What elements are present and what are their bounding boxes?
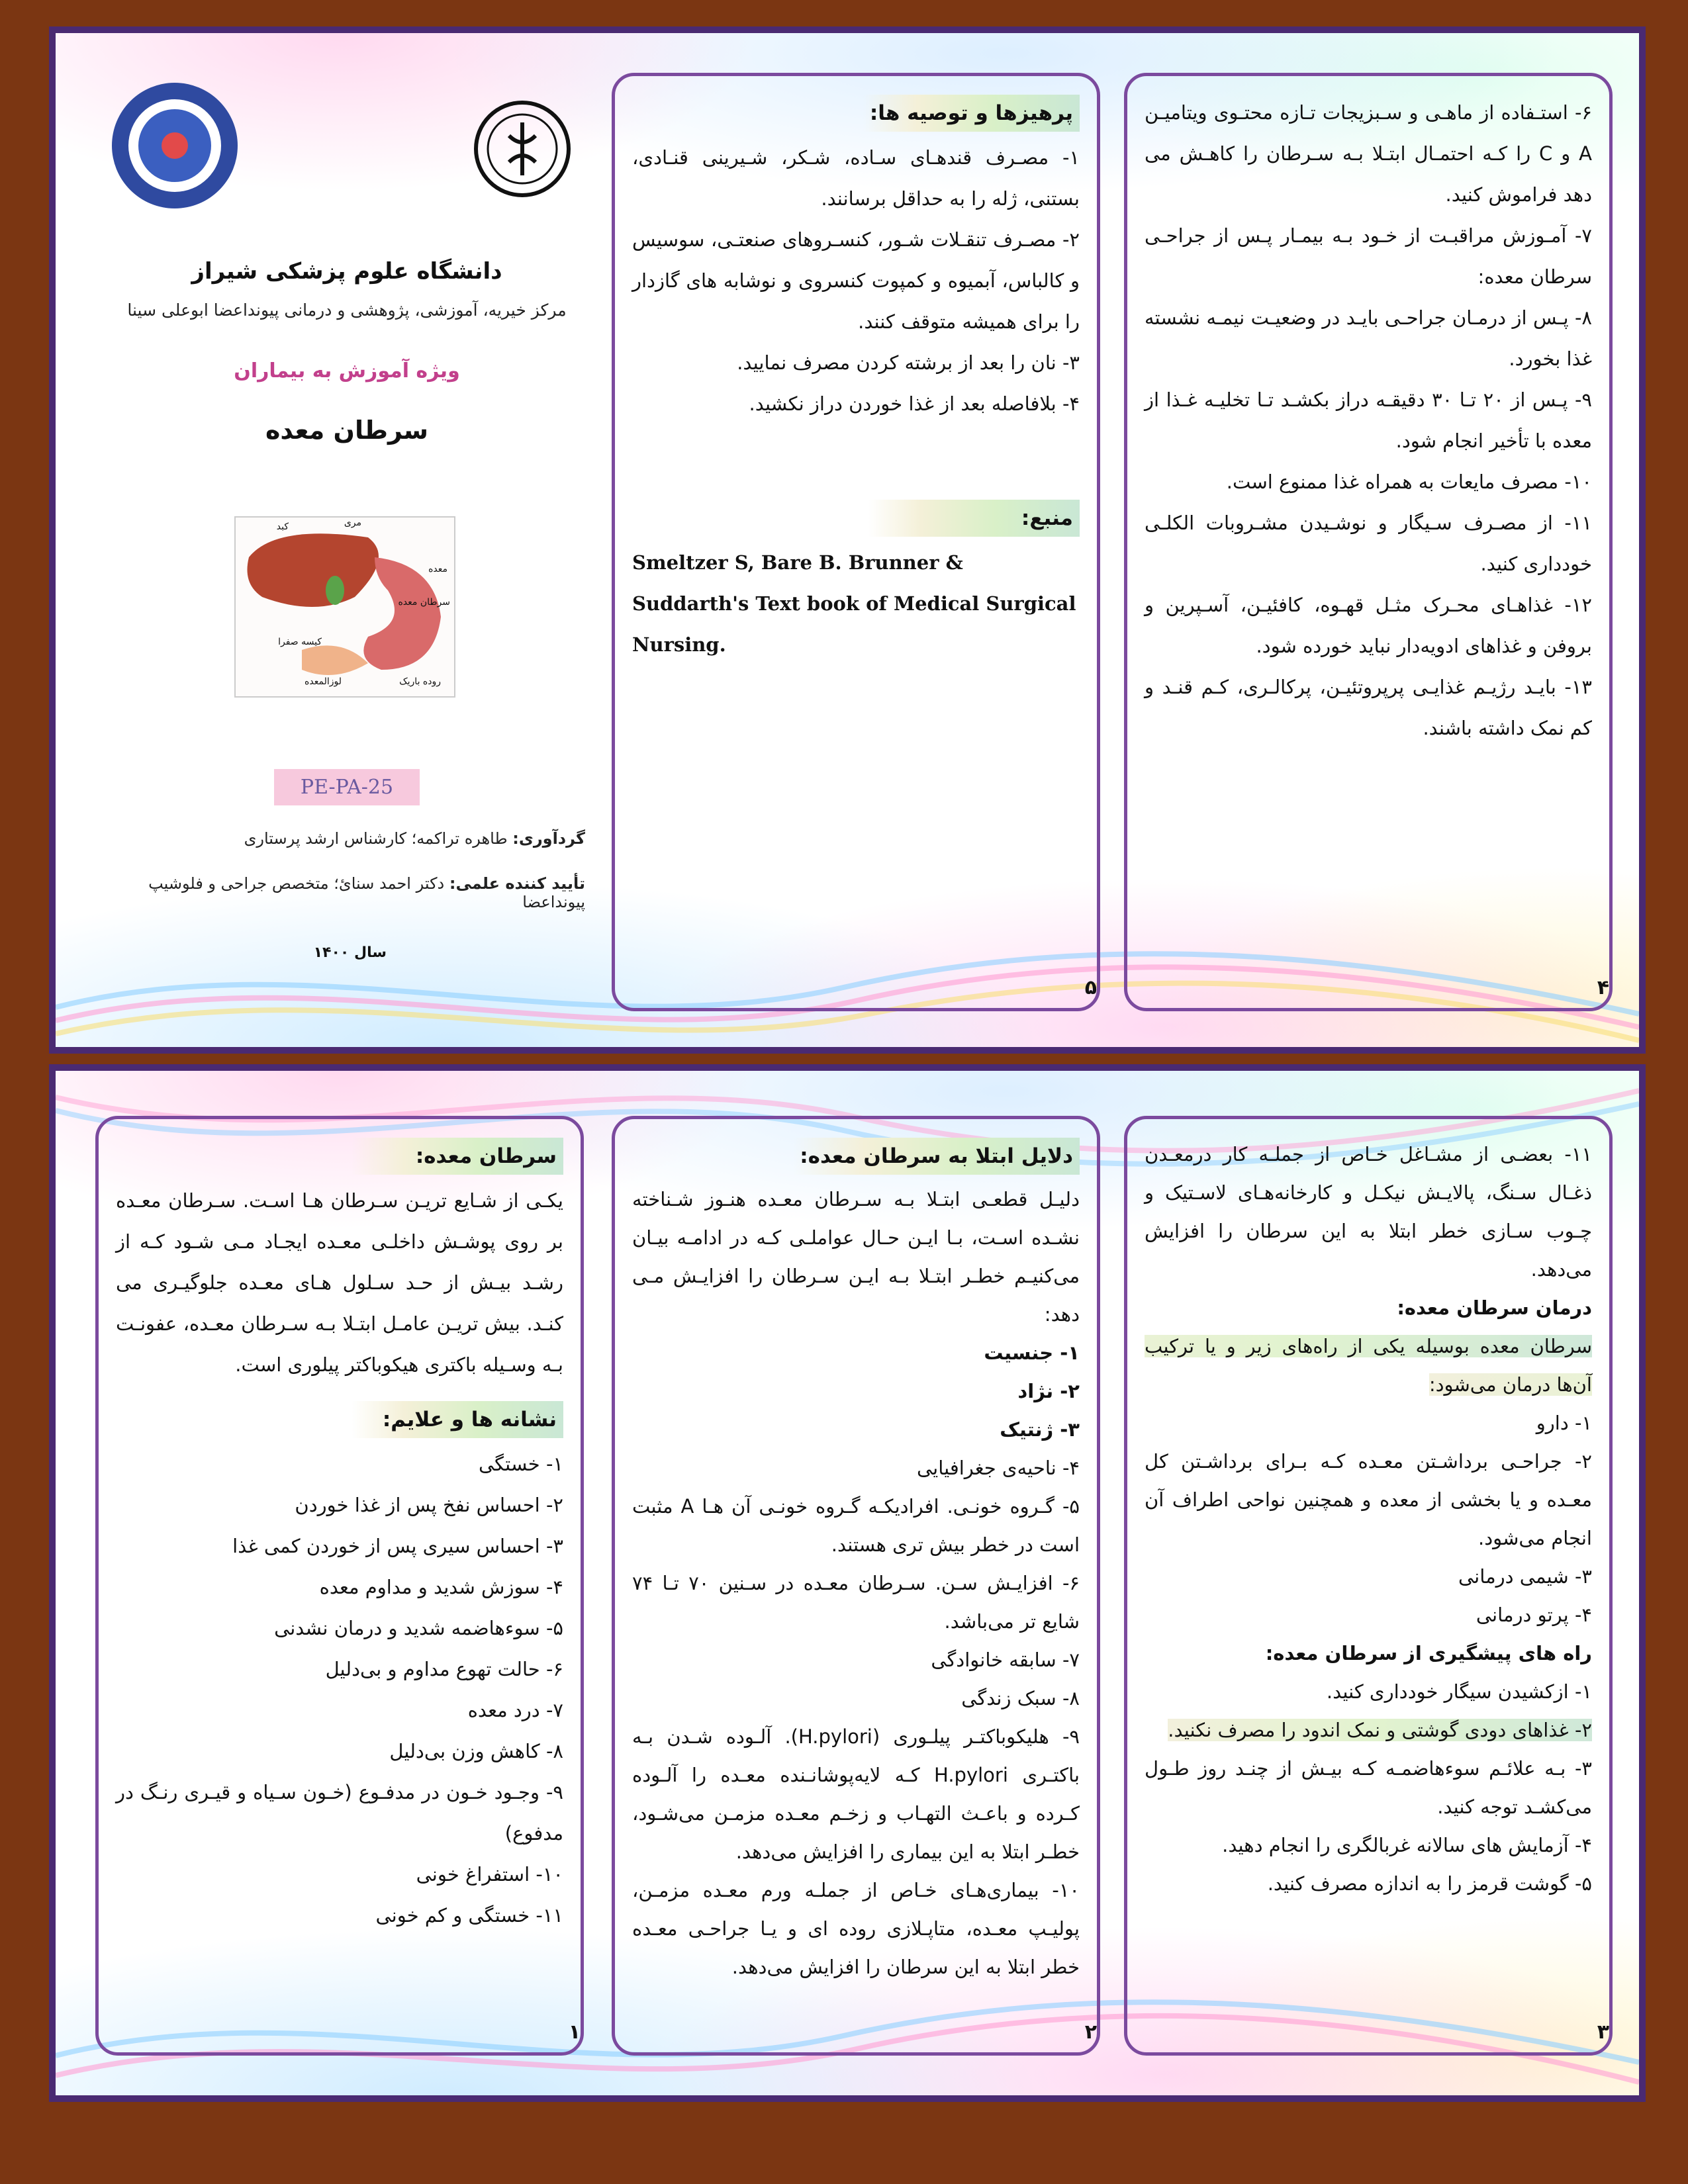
cause-item: ۹- هلیکوباکتـر پیلـوری (H.pylori). آلـوده شـدن بـه باکتـری H.pylori کـه لایه‌پوشانـنده معـده را آلـوده کـرده و باعـث التهـاب و زخـم معـده مزمـن می‌شـود، خطـر ابتلا به این بیماری را افزایش می‌دهد. bbox=[632, 1725, 1080, 1863]
prevention-item: ۱- ازکشیدن سیگار خودداری کنید. bbox=[1326, 1680, 1592, 1703]
treatment-item: ۲- جراحـی برداشـتن معـده کـه بـرای برداشـتن کل معـده و یا بخشی از معده و همچنین نواحی اطراف آن انجام می‌شود. bbox=[1145, 1450, 1592, 1549]
page-number: ۲ bbox=[1084, 2021, 1097, 2044]
stomach-illustration bbox=[234, 516, 455, 698]
brochure-inner-side bbox=[49, 1064, 1646, 2102]
shiraz-university-logo bbox=[473, 99, 572, 199]
brochure-title: سرطان معده bbox=[265, 416, 429, 445]
guideline-item: ۶- استـفاده از ماهـی و سـبزیجات تـازه محتـوی ویتامیـن A و C را کـه احتمـال ابتـلا بـه سـرطان را کاهـش می دهد فراموش کنید. bbox=[1145, 101, 1592, 206]
causes-intro: دلیـل قطعـی ابتـلا بـه سـرطان معـده هنـوز شـناخته نشـده اسـت، بـا ایـن حـال عواملـی کـه در ادامـه بیـان می‌کنیـم خطـر ابتـلا بـه ایـن سـرطان را افزایـش مـی دهد: bbox=[632, 1188, 1080, 1326]
symptom-item: ۶- حالت تهوع مداوم و بی‌دلیل bbox=[325, 1658, 563, 1680]
symptom-item: ۸- کاهش وزن بی‌دلیل bbox=[389, 1740, 563, 1762]
center-name: مرکز خیریه، آموزشی، پژوهشی و درمانی پیونداعضا ابوعلی سینا bbox=[127, 300, 567, 320]
panel-page-3 bbox=[1124, 1116, 1613, 2056]
guideline-item: ۱۳- بایـد رژیـم غذایـی پرپروتئیـن، پرکالـری، کـم قنـد و کم نمک داشته باشند. bbox=[1145, 676, 1592, 739]
patient-education-label: ویژه آموزش به بیماران bbox=[234, 359, 460, 383]
causes-heading: دلایل ابتلا به سرطان معده: bbox=[793, 1138, 1080, 1175]
symptom-item: ۲- احساس نفخ پس از غذا خوردن bbox=[295, 1494, 563, 1516]
stomach-cancer-heading: سرطان معده: bbox=[352, 1138, 563, 1175]
prevention-item: ۵- گوشت قرمز را به اندازه مصرف کنید. bbox=[1267, 1872, 1592, 1895]
treatment-item: ۳- شیمی درمانی bbox=[1458, 1565, 1592, 1588]
label-stomach-cancer: سرطان معده bbox=[398, 597, 450, 608]
symptom-item: ۹- وجـود خـون در مدفـوع (خـون سـیاه و قیـری رنـگ در مدفوع) bbox=[116, 1781, 563, 1844]
cause-item: ۱- جنسیت bbox=[984, 1342, 1080, 1364]
cause-item: ۵- گـروه خونـی. افرادیکـه گـروه خونـی آن هـا A مثبت است در خطر بیش تری هستند. bbox=[632, 1495, 1080, 1556]
prevention-item-text: ۲- غذاهای دودی گوشتی و نمک اندود را مصرف نکنید. bbox=[1168, 1719, 1592, 1741]
organ-transplant-center-logo bbox=[109, 79, 241, 212]
treatment-heading: درمان سرطان معده: bbox=[1397, 1297, 1592, 1319]
recommendation-item: ۲- مصـرف تنقـلات شـور، کنسـروهای صنعتـی، سوسیس و کالباس، آبمیوه و کمپوت کنسروی و نوشابه های گازدار را برای همیشه متوقف کنند. bbox=[632, 228, 1080, 333]
guideline-item: ۱۰- مصرف مایعات به همراه غذا ممنوع است. bbox=[1226, 471, 1592, 493]
document-code: PE-PA-25 bbox=[274, 769, 420, 805]
recommendation-item: ۳- نان را بعد از برشته کردن مصرف نمایید. bbox=[737, 351, 1080, 374]
guideline-item: ۷- آمـوزش مراقبـت از خـود بـه بیمـار پـس از جراحـی سرطان معده: bbox=[1145, 224, 1592, 288]
label-stomach: معده bbox=[428, 564, 447, 574]
treatment-item: ۱- دارو bbox=[1536, 1412, 1592, 1434]
label-esophagus: مری bbox=[344, 518, 361, 528]
cause-item: ۶- افزایـش سـن. سـرطان معـده در سـنین ۷۰ تـا ۷۴ شایع تر می‌باشد. bbox=[632, 1572, 1080, 1633]
approved-by-value: دکتر احمد سنائ؛ متخصص جراحی و فلوشیپ پیونداعضا bbox=[148, 874, 585, 911]
approved-by-label: تأیید کننده علمی: bbox=[449, 874, 585, 893]
page-number: ۴ bbox=[1597, 976, 1609, 999]
cause-item: ۳- ژنتیک bbox=[1000, 1418, 1080, 1441]
cause-item: ۸- سبک زندگی bbox=[961, 1687, 1080, 1709]
treatment-item: ۴- پرتو درمانی bbox=[1476, 1604, 1592, 1626]
panel-page-1 bbox=[95, 1116, 584, 2056]
symptom-item: ۵- سوءهاضمه شدید و درمان نشدنی bbox=[274, 1617, 563, 1639]
symptoms-heading: نشانه ها و علایم: bbox=[352, 1401, 563, 1438]
page-number: ۵ bbox=[1084, 976, 1097, 999]
compiled-by-value: طاهره تراکمه؛ کارشناس ارشد پرستاری bbox=[244, 829, 508, 848]
page-number: ۱ bbox=[568, 2021, 581, 2044]
symptom-item: ۱- خستگی bbox=[479, 1453, 563, 1475]
symptom-item: ۳- احساس سیری پس از خوردن کمی غذا bbox=[232, 1535, 563, 1557]
university-name: دانشگاه علوم پزشکی شیراز bbox=[191, 258, 502, 285]
compiled-by-label: گردآوری: bbox=[512, 829, 585, 848]
source-citation: Smeltzer S, Bare B. Brunner & Suddarth's Text book of Medical Surgical Nursing. bbox=[632, 551, 1076, 656]
symptom-item: ۱۱- خستگی و کم خونی bbox=[375, 1904, 563, 1927]
prevention-item: ۳- بـه علائـم سوءهاضمـه کـه بیـش از چنـد روز طـول می‌کشـد توجه کنید. bbox=[1145, 1757, 1592, 1818]
recommendations-heading: پرهیزها و توصیه ها: bbox=[863, 95, 1080, 132]
occupation-risk-item: ۱۱- بعضـی از مشـاغل خـاص از جملـه کار درمعـدن ذغـال سـنگ، پالایـش نیکـل و کارخانه‌هـای لاسـتیک و چـوب سـازی خطر ابتلا به این سرطان را افزایش می‌دهد. bbox=[1145, 1143, 1592, 1281]
treatment-intro bbox=[1145, 1327, 1592, 1404]
prevention-item: ۴- آزمایش های سالانه غربالگری را انجام دهید. bbox=[1222, 1834, 1592, 1856]
guideline-item: ۹- پـس از ۲۰ تـا ۳۰ دقیقـه دراز بکشـد تـا تخلیـه غـذا از معده با تأخیر انجام شود. bbox=[1145, 388, 1592, 452]
label-pancreas: لوزالمعده bbox=[305, 676, 342, 687]
stomach-cancer-intro: یکـی از شـایع تریـن سـرطان هـا اسـت. سـرطان معـده بر روی پوشـش داخلـی معـده ایجـاد مـی شـود کـه از رشـد بیـش از حـد سـلول هـای معـده جلوگیـری می کنـد. بیش تریـن عامـل ابتـلا بـه سـرطان معـده، عفونـت بـه وسـیله باکتری هیکوباکتر پیلوری است. bbox=[116, 1189, 563, 1376]
source-heading: منبع: bbox=[868, 500, 1080, 537]
label-liver: کبد bbox=[276, 522, 289, 532]
symptom-item: ۷- درد معده bbox=[467, 1699, 563, 1721]
symptom-item: ۱۰- استفراغ خونی bbox=[416, 1863, 563, 1886]
guideline-item: ۱۱- از مصـرف سـیگار و نوشـیدن مشـروبات الکلـی خودداری کنید. bbox=[1145, 512, 1592, 575]
cause-item: ۲- نژاد bbox=[1017, 1380, 1080, 1402]
recommendation-item: ۱- مصـرف قندهـای سـاده، شـکر، شـیرینی قنـادی، بستنی، ژله را به حداقل برسانند. bbox=[632, 146, 1080, 210]
cause-item: ۴- ناحیه‌ی جغرافیایی bbox=[917, 1457, 1080, 1479]
approved-by bbox=[82, 874, 612, 911]
cause-item: ۱۰- بیماری‌هـای خـاص از جملـه ورم معـده مزمـن، پولیـپ معـده، متاپـلازی روده ای و یـا جراحـی معـده خطر ابتلا به این سرطان را افزایش می‌دهد. bbox=[632, 1879, 1080, 1978]
guideline-item: ۸- پـس از درمـان جراحـی بایـد در وضعیـت نیمـه نشسته غذا بخورد. bbox=[1145, 306, 1592, 370]
label-small-intestine: روده باریک bbox=[399, 676, 441, 687]
panel-page-2 bbox=[612, 1116, 1100, 2056]
recommendation-item: ۴- بلافاصله بعد از غذا خوردن دراز نکشید. bbox=[749, 392, 1080, 415]
treatment-intro-text: سرطان معده بوسیله یکی از راه‌های زیر و یا ترکیب آن‌ها درمان می‌شود: bbox=[1145, 1335, 1592, 1396]
guideline-item: ۱۲- غذاهـای محـرک مثـل قهـوه، کافئیـن، آسـپرین و بروفن و غذاهای ادویه‌دار نباید خورده شود. bbox=[1145, 594, 1592, 657]
brochure-outer-side bbox=[49, 26, 1646, 1054]
compiled-by bbox=[82, 829, 612, 848]
prevention-heading: راه های پیشگیری از سرطان معده: bbox=[1265, 1642, 1592, 1664]
panel-page-5 bbox=[612, 73, 1100, 1011]
publication-year: سال ۱۴۰۰ bbox=[313, 944, 387, 961]
cover-page bbox=[82, 60, 612, 1019]
page-number: ۳ bbox=[1597, 2021, 1609, 2044]
cause-item: ۷- سابقه خانوادگی bbox=[931, 1649, 1080, 1671]
prevention-item bbox=[1145, 1711, 1592, 1749]
label-gallbladder: کیسه صفرا bbox=[278, 637, 322, 647]
symptom-item: ۴- سوزش شدید و مداوم معده bbox=[319, 1576, 563, 1598]
panel-page-4 bbox=[1124, 73, 1613, 1011]
